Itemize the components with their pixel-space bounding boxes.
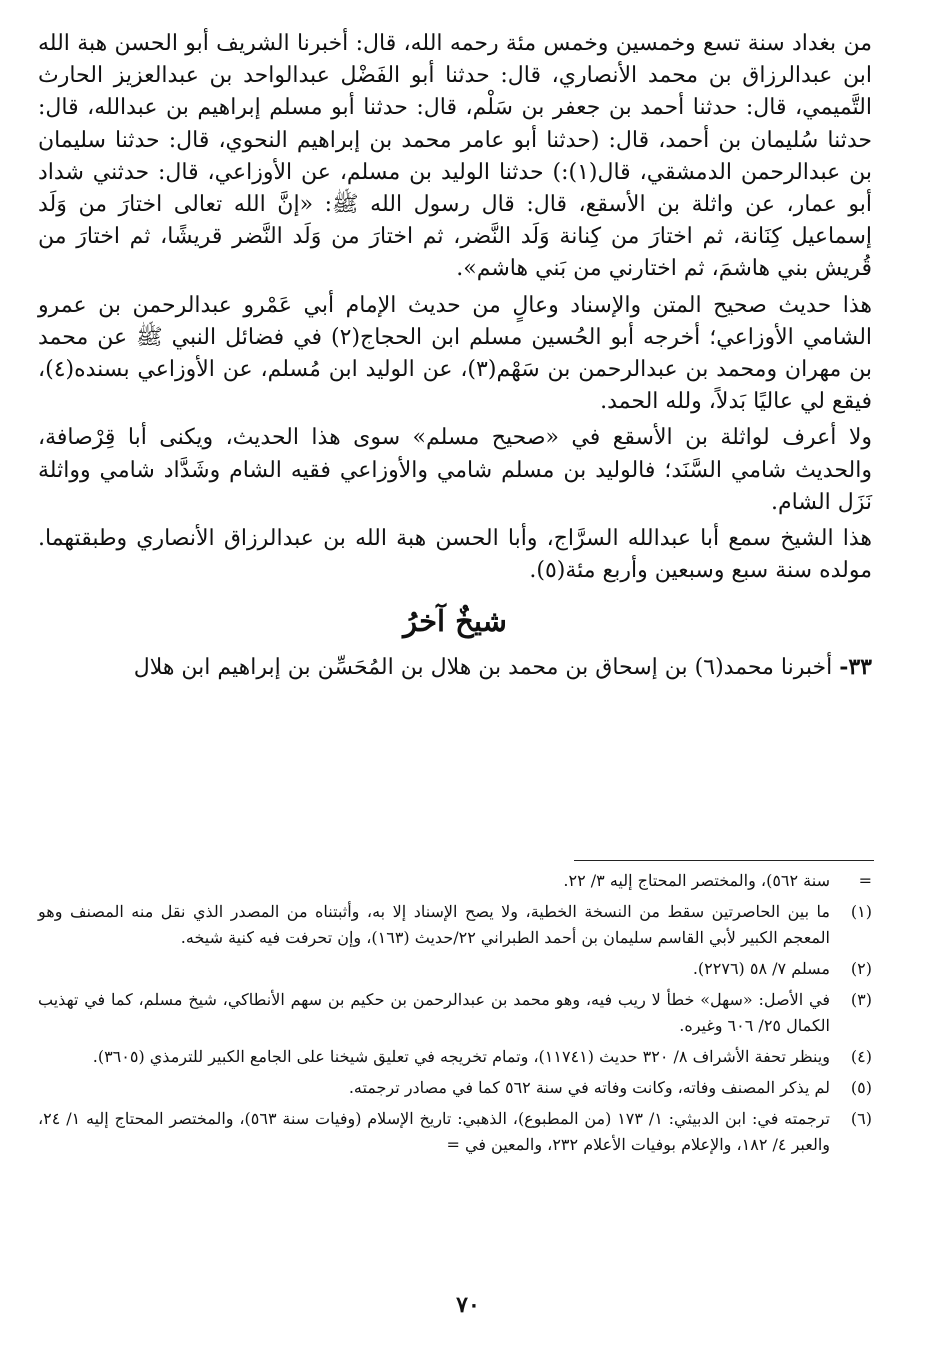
footnotes [38,868,872,1163]
section-heading: شيخٌ آخرُ [403,604,507,639]
footnote-divider [574,860,874,861]
footnote-mark: (٢) [850,959,872,978]
page-number: ٧٠ [456,1292,480,1318]
footnote-mark: = [858,871,872,890]
footnote-4 [38,1044,872,1070]
paragraph-3: ولا أعرف لواثلة بن الأسقع في «صحيح مسلم» سوى هذا الحديث، ويكنى أبا قِرْصافة، والحديث شامي السَّنَد؛ فالوليد بن مسلم شامي والأوزاعي فقيه الشام وشَدَّاد شامي وواثلة نَزَل الشام. [38,425,872,515]
footnote-6 [38,1106,872,1158]
footnote-mark: (٤) [850,1047,872,1066]
footnote-text: وينظر تحفة الأشراف ٨/ ٣٢٠ حديث (١١٧٤١)، وتمام تخريجه في تعليق شيخنا على الجامع الكبير للترمذي (٣٦٠٥). [92,1047,830,1066]
entry-text: أخبرنا محمد(٦) بن إسحاق بن محمد بن هلال بن المُحَسِّن بن إبراهيم ابن هلال [133,655,833,681]
paragraph-4: هذا الشيخ سمع أبا عبدالله السرَّاج، وأبا الحسن هبة الله بن عبدالرزاق الأنصاري وطبقتهما. مولده سنة سبع وسبعين وأربع مئة(٥). [38,526,872,584]
entry-number: ٣٣- [839,654,872,681]
footnote-text: ما بين الحاصرتين سقط من النسخة الخطية، ولا يصح الإسناد إلا به، وأثبتناه من المصدر الذي نقل منه المصنف وهو المعجم الكبير لأبي القاسم سليمان بن أحمد الطبراني ٢٢/حديث (١٦٣)، وإن تحرفت فيه كنية شيخه. [38,902,830,947]
paragraph-1: من بغداد سنة تسع وخمسين وخمس مئة رحمه الله، قال: أخبرنا الشريف أبو الحسن هبة الله ابن عبدالرزاق بن محمد الأنصاري، قال: حدثنا أبو الفَضْل عبدالواحد بن عبدالعزيز الحارث التَّميمي، قال: حدثنا أحمد بن جعفر بن سَلْم، قال: حدثنا أبو مسلم إبراهيم بن عبدالله، قال: حدثنا سُليمان بن أحمد، قال: (حدثنا أبو عامر محمد بن إبراهيم النحوي، قال: حدثنا سليمان بن عبدالرحمن الدمشقي، قال(١):) حدثنا الوليد بن مسلم، عن الأوزاعي، قال: حدثني شداد أبو عمار، عن واثلة بن الأسقع، قال: قال رسول الله ﷺ: «إنَّ الله تعالى اختارَ من وَلَد إسماعيل كِنَانة، ثم اختارَ من كِنانة وَلَد النَّضر، ثم اختارَ من وَلَد النَّضر قريشًا، ثم اختارَ من قُريش بني هاشمَ، ثم اختارني من بَني هاشم». [38,31,873,282]
main-text [38,28,872,684]
footnote-mark: (٦) [850,1109,872,1128]
entry-33 [38,651,872,684]
footnote-3 [38,987,872,1039]
footnote-text: في الأصل: «سهل» خطأ لا ريب فيه، وهو محمد بن عبدالرحمن بن حكيم بن سهم الأنطاكي، شيخ مسلم، كما في تهذيب الكمال ٢٥/ ٦٠٦ وغيره. [38,990,830,1035]
footnote-5 [38,1075,872,1101]
footnote-text: لم يذكر المصنف وفاته، وكانت وفاته في سنة ٥٦٢ كما في مصادر ترجمته. [348,1078,830,1097]
footnote-2 [38,956,872,982]
footnote-mark: (٣) [850,990,872,1009]
paragraph-2: هذا حديث صحيح المتن والإسناد وعالٍ من حديث الإمام أبي عَمْرو عبدالرحمن بن عمرو الشامي الأوزاعي؛ أخرجه أبو الحُسين مسلم ابن الحجاج(٢) في فضائل النبي ﷺ عن محمد بن مهران ومحمد بن عبدالرحمن بن سَهْم(٣)، عن الوليد ابن مُسلم، عن الأوزاعي بسنده(٤)، فيقع لي عاليًا بَدلاً، ولله الحمد. [38,292,873,415]
footnote-text: مسلم ٧/ ٥٨ (٢٢٧٦). [692,959,830,978]
footnote-1 [38,899,872,951]
footnote-text: سنة ٥٦٢)، والمختصر المحتاج إليه ٣/ ٢٢. [563,871,830,890]
footnote-mark: (٥) [850,1078,872,1097]
footnote-text: ترجمته في: ابن الدبيثي: ١/ ١٧٣ (من المطبوع)، الذهبي: تاريخ الإسلام (وفيات سنة ٥٦٣)، والمختصر المحتاج إليه ١/ ٢٤، والعبر ٤/ ١٨٢، والإعلام بوفيات الأعلام ٢٣٢، والمعين في = [38,1109,831,1154]
footnote-mark: (١) [850,902,872,921]
footnote-continuation [38,868,872,894]
